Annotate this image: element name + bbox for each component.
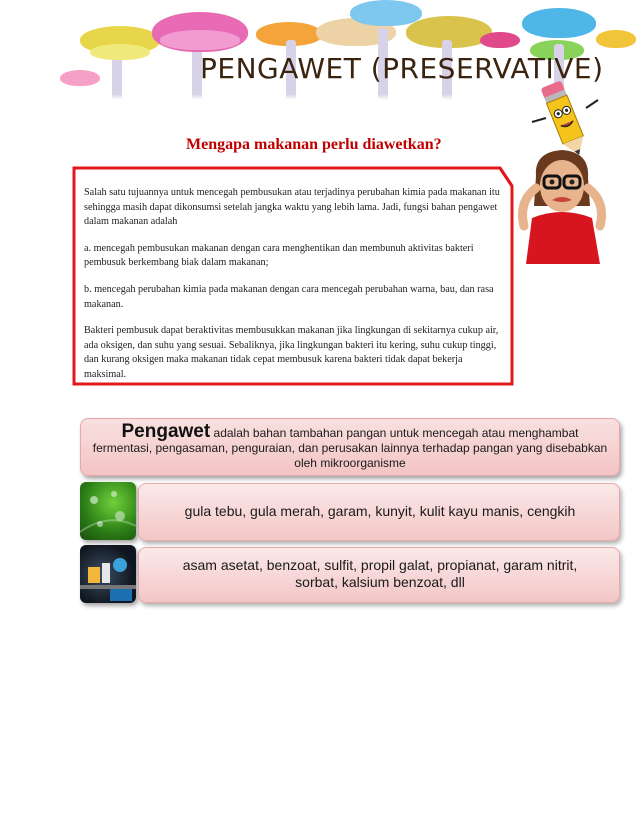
chemical-preservatives-text: asam asetat, benzoat, sulfit, propil galat, propianat, garam nitrit, sorbat, kalsium benzoat, dll [182,557,578,590]
green-leaf-water-drops-icon [80,482,136,540]
explanation-paragraph: b. mencegah perubahan kimia pada makanan dengan cara mencegah perubahan warna, bau, dan rasa makanan. [84,283,494,310]
definition-term: Pengawet [121,421,211,442]
natural-preservatives-text: gula tebu, gula merah, garam, kunyit, kulit kayu manis, cengkih [184,503,576,519]
laboratory-chemist-icon [80,545,136,603]
explanation-text [84,186,504,395]
explanation-paragraph: Salah satu tujuannya untuk mencegah pembusukan atau terjadinya perubahan kimia pada makanan itu sehingga masih dapat dikonsumsi setelah jangka waktu yang lebih lama. Jadi, fungsi bahan pengawet dalam makanan adalah [84,187,500,228]
explanation-paragraph: Bakteri pembusuk dapat beraktivitas membusukkan makanan jika lingkungan di sekitarnya cukup air, ada oksigen, dan suhu yang sesuai. Sebaliknya, jika lingkungan bakteri itu kering, suhu cukup tinggi, dan kurang oksigen maka makanan tidak cepat membusuk karena bakteri tidak dapat bekerja maksimal. [84,325,499,380]
page-title: PENGAWET (PRESERVATIVE) [200,52,604,85]
pencil-mascot-icon [524,78,604,162]
explanation-paragraph: a. mencegah pembusukan makanan dengan cara menghentikan dan membunuh aktivitas bakteri pembusuk berkembang biak dalam makanan; [84,242,474,269]
confused-woman-image [516,146,608,264]
definition-body: adalah bahan tambahan pangan untuk mencegah atau menghambat fermentasi, pengasaman, penguraian, dan perusakan lainnya terhadap pangan yang disebabkan oleh mikroorganisme [92,426,608,470]
definition-text [92,421,608,471]
question-heading: Mengapa makanan perlu diawetkan? [186,136,442,153]
